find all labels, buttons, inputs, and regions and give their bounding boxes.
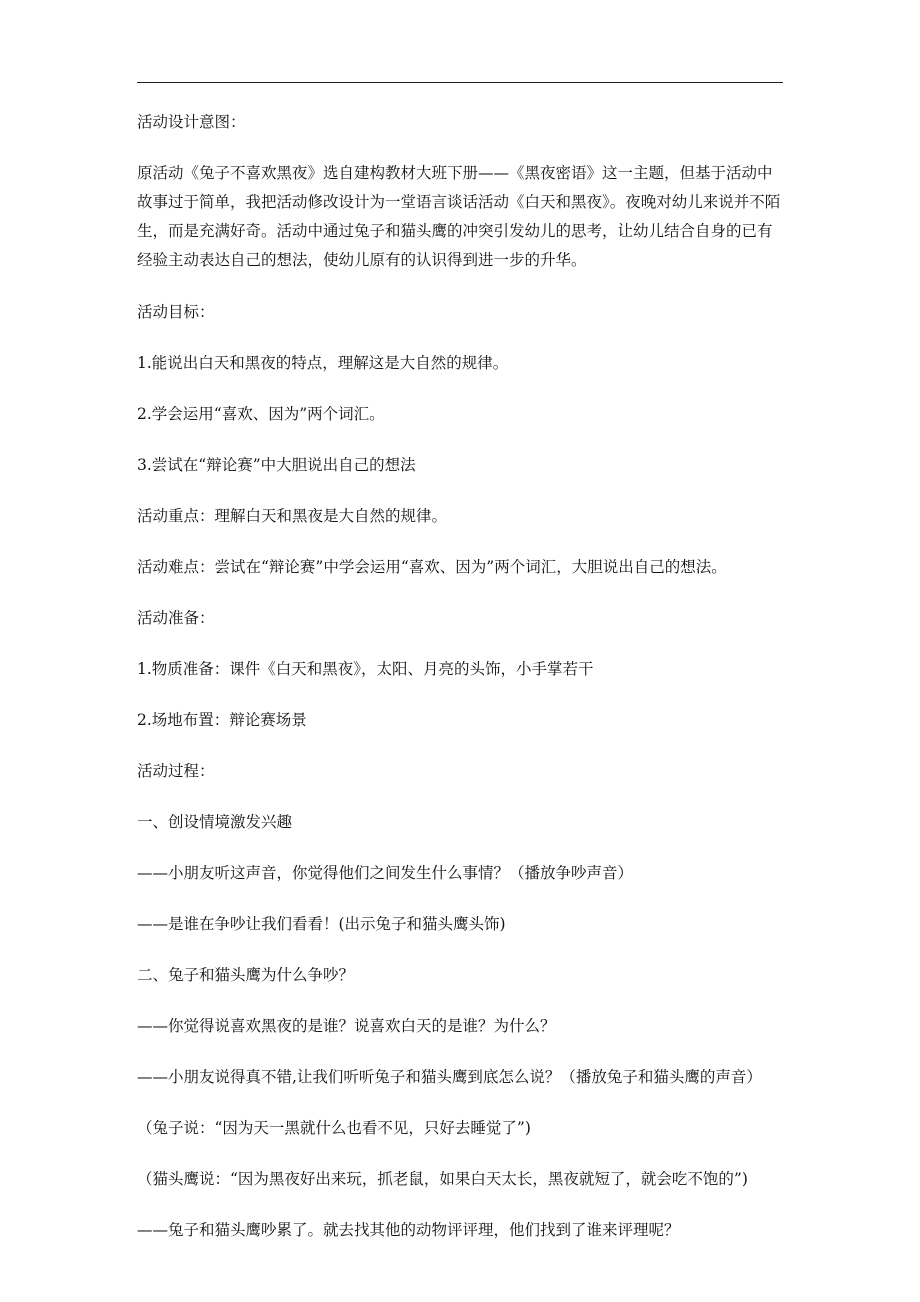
paragraph-design-intent: 原活动《兔子不喜欢黑夜》选自建构教材大班下册——《黑夜密语》这一主题，但基于活动中故事过于简单，我把活动修改设计为一堂语言谈话活动《白天和黑夜》。夜晚对幼儿来说并不陌生，而是充满好奇。活动中通过兔子和猫头鹰的冲突引发幼儿的思考，让幼儿结合自身的已有经验主动表达自己的想法，使幼儿原有的认识得到进一步的升华。 [137,164,781,269]
process-section-1: 一、创设情境激发兴趣 [137,813,293,831]
heading-design-intent: 活动设计意图： [137,113,246,131]
rabbit-quote: （兔子说：“因为天一黑就什么也看不见，只好去睡觉了”) [137,1119,531,1137]
preparation-item-2: 2.场地布置：辩论赛场景 [137,711,307,729]
process-line: ——你觉得说喜欢黑夜的是谁？说喜欢白天的是谁？为什么？ [137,1017,556,1035]
process-line: ——小朋友说得真不错,让我们听听兔子和猫头鹰到底怎么说？（播放兔子和猫头鹰的声音） [137,1068,762,1086]
heading-process: 活动过程： [137,762,215,780]
process-section-2: 二、兔子和猫头鹰为什么争吵？ [137,966,355,984]
heading-goals: 活动目标： [137,303,215,321]
key-point: 活动重点：理解白天和黑夜是大自然的规律。 [137,507,448,525]
process-line: ——小朋友听这声音，你觉得他们之间发生什么事情？（播放争吵声音） [137,864,634,882]
process-line: ——是谁在争吵让我们看看！(出示兔子和猫头鹰头饰) [137,915,506,933]
process-line: ——兔子和猫头鹰吵累了。就去找其他的动物评评理，他们找到了谁来评理呢？ [137,1221,680,1239]
preparation-item-1: 1.物质准备：课件《白天和黑夜》，太阳、月亮的头饰，小手掌若干 [137,660,594,678]
owl-quote: （猫头鹰说：“因为黑夜好出来玩，抓老鼠，如果白天太长，黑夜就短了，就会吃不饱的”) [137,1170,748,1188]
heading-preparation: 活动准备： [137,609,215,627]
difficult-point: 活动难点：尝试在“辩论赛”中学会运用“喜欢、因为”两个词汇，大胆说出自己的想法。 [137,558,727,576]
goal-item-2: 2.学会运用“喜欢、因为”两个词汇。 [137,405,385,423]
header-rule [137,82,783,83]
goal-item-3: 3.尝试在“辩论赛”中大胆说出自己的想法 [137,456,416,474]
goal-item-1: 1.能说出白天和黑夜的特点，理解这是大自然的规律。 [137,354,509,372]
document-body [137,108,797,1244]
